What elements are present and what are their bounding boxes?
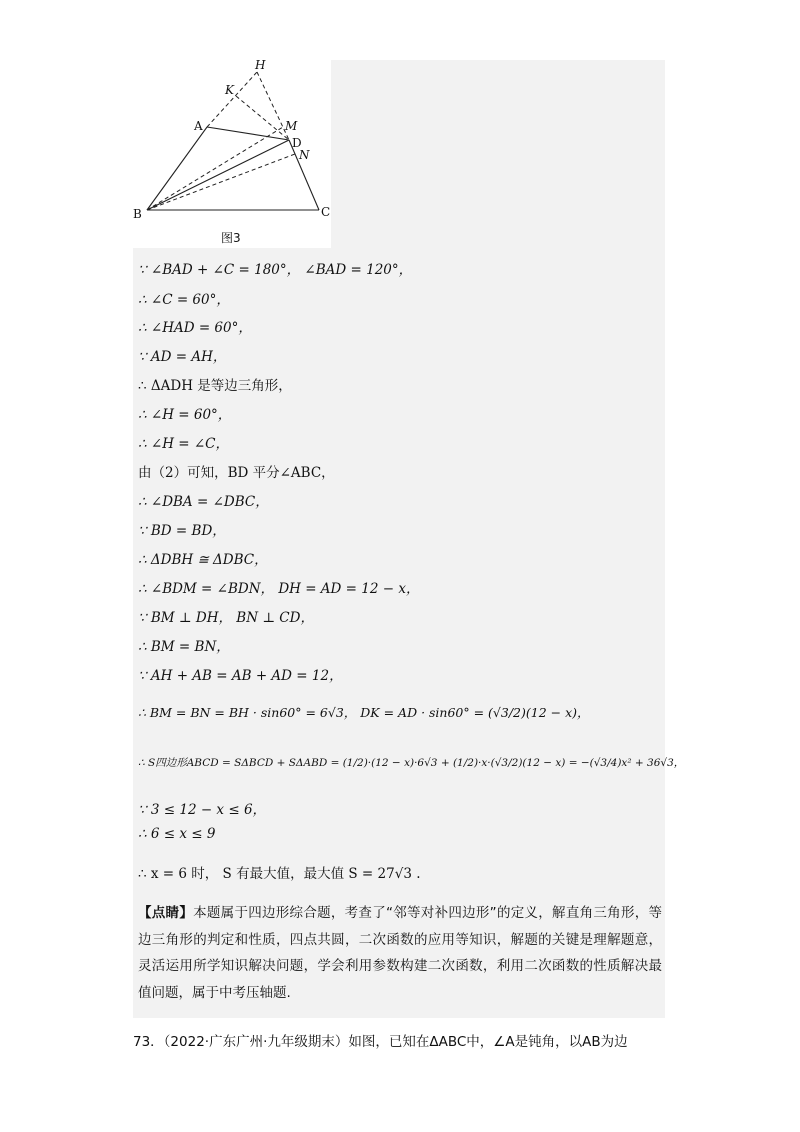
label-A: A (194, 119, 203, 133)
label-C: C (321, 205, 331, 219)
solution-line: ∴ S四边形ABCD = SΔBCD + SΔABD = (1/2)·(12 − x)·6√3 + (1/2)·x·(√3/2)(12 − x) = −(√3/4)x² + 36√3， (138, 757, 685, 769)
solution-line: ∵ AH + AB = AB + AD = 12， (138, 668, 343, 684)
label-D: D (292, 136, 302, 150)
label-N: N (299, 148, 310, 162)
solution-line: ∴ ∠BDM = ∠BDN， DH = AD = 12 − x， (138, 581, 420, 597)
solution-line: ∵ BM ⊥ DH， BN ⊥ CD， (138, 610, 314, 626)
solution-line: ∴ x = 6 时， S 有最大值，最大值 S = 27√3 . (138, 866, 421, 882)
label-K: K (225, 83, 234, 97)
dashed-BN (147, 154, 295, 210)
figure-caption: 图3 (221, 231, 241, 245)
label-B: B (133, 207, 142, 221)
solution-line: ∴ ∠HAD = 60°， (138, 320, 252, 336)
solution-line: ∴ BM = BN = BH · sin60° = 6√3， DK = AD · sin60° = (√3/2)(12 − x)， (138, 705, 590, 720)
comment-paragraph (138, 900, 662, 1006)
solution-line: ∴ 6 ≤ x ≤ 9 (138, 826, 216, 842)
edge-BD (147, 140, 289, 210)
comment-text: 本题属于四边形综合题，考查了“邻等对补四边形”的定义，解直角三角形，等边三角形的判定和性质，四点共圆，二次函数的应用等知识，解题的关键是理解题意，灵活运用所学知识解决问题，学会利用参数构建二次函数，利用二次函数的性质解决最值问题，属于中考压轴题. (138, 905, 662, 1001)
edge-BA (147, 127, 207, 210)
solution-line: ∴ ΔADH 是等边三角形， (138, 378, 292, 394)
solution-line: ∵ ∠BAD + ∠C = 180°， ∠BAD = 120°， (138, 262, 413, 278)
solution-line: ∴ ∠C = 60°， (138, 292, 230, 308)
label-M: M (285, 119, 298, 133)
label-H: H (255, 60, 266, 72)
next-question-stem: 73．（2022·广东广州·九年级期末）如图，已知在ΔABC中，∠A是钝角，以AB为边 (133, 1034, 628, 1050)
solution-line: ∴ ∠DBA = ∠DBC， (138, 494, 269, 510)
solution-line: ∴ BM = BN， (138, 639, 230, 655)
solution-line: ∴ ∠H = 60°， (138, 407, 232, 423)
solution-line: ∴ ΔDBH ≅ ΔDBC， (138, 552, 268, 568)
solution-line: 由（2）可知，BD 平分∠ABC， (138, 465, 335, 481)
edge-AD (207, 127, 289, 140)
solution-line: ∵ AD = AH， (138, 349, 227, 365)
dashed-AH (207, 72, 257, 127)
geometry-figure (133, 60, 331, 248)
dashed-BM (147, 127, 283, 210)
solution-line: ∴ ∠H = ∠C， (138, 436, 229, 452)
solution-line: ∵ BD = BD， (138, 523, 226, 539)
figure-svg (133, 60, 331, 248)
solution-line: ∵ 3 ≤ 12 − x ≤ 6， (138, 802, 267, 818)
comment-tag: 【点睛】 (138, 905, 194, 921)
